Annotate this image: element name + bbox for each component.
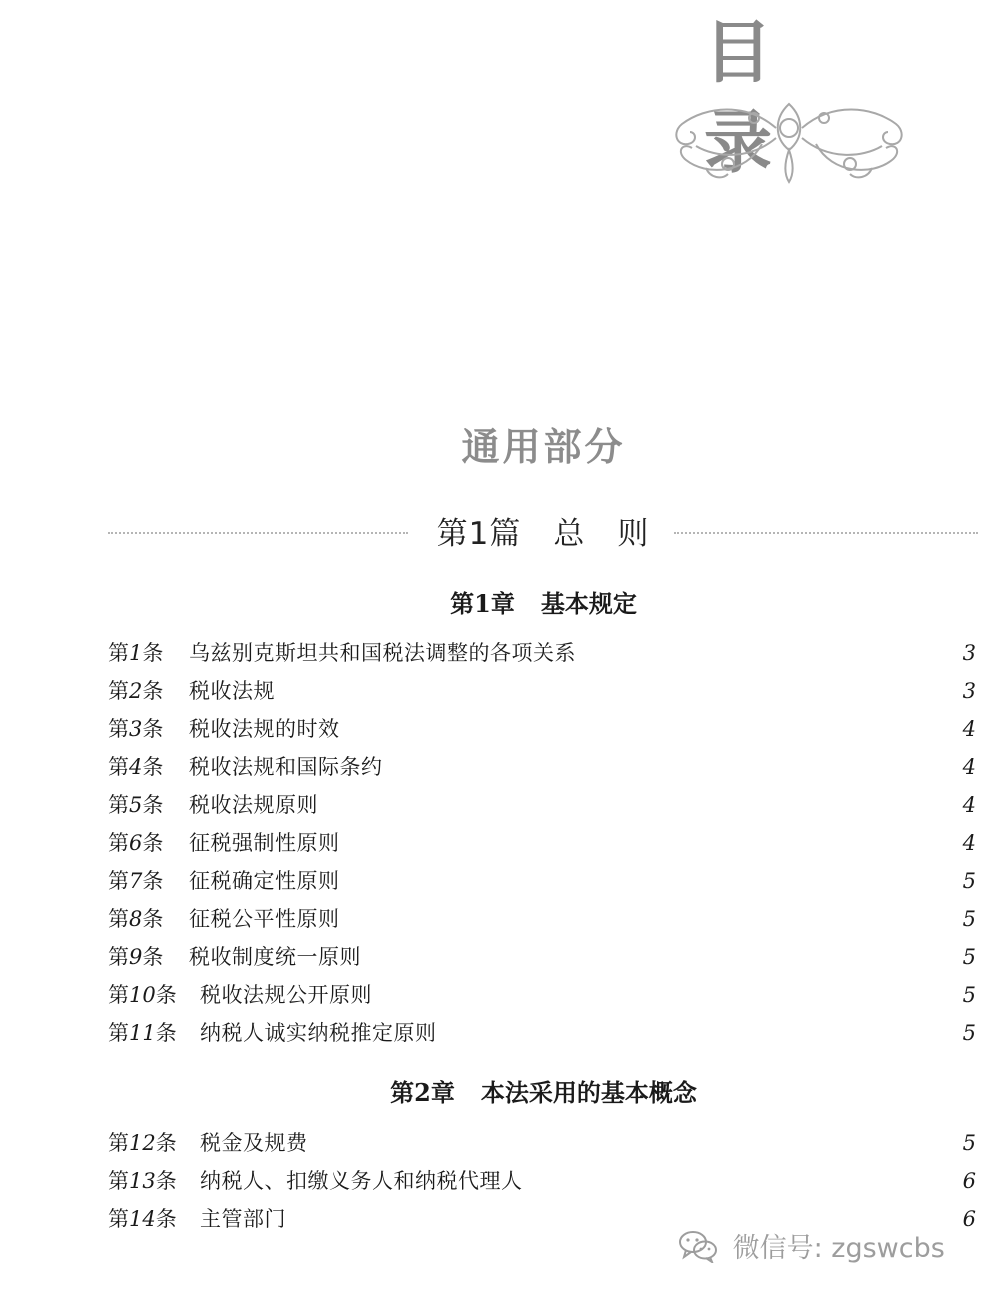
wechat-icon (678, 1229, 718, 1263)
page-number: 5 (962, 869, 976, 893)
article-title: 乌兹别克斯坦共和国税法调整的各项关系 (189, 641, 576, 665)
dotted-divider-left (108, 532, 408, 534)
article-number: 第14条 (108, 1207, 177, 1231)
page-number: 6 (962, 1207, 976, 1231)
article-title: 税收法规原则 (189, 793, 318, 817)
chapter-title: 基本规定 (540, 589, 637, 618)
chapter-label: 第2章 (390, 1078, 455, 1107)
page-title: 目 录 (704, 13, 817, 183)
chapter-label: 第1章 (450, 589, 515, 618)
article-number: 第13条 (108, 1169, 177, 1193)
article-title: 纳税人、扣缴义务人和纳税代理人 (200, 1169, 523, 1193)
page-number: 4 (962, 717, 976, 741)
page-number: 4 (962, 793, 976, 817)
toc-entry[interactable] (108, 712, 976, 746)
dotted-divider-right (674, 532, 978, 534)
page-number: 4 (962, 831, 976, 855)
article-title: 税收法规公开原则 (200, 983, 372, 1007)
toc-entry[interactable] (108, 1164, 976, 1198)
toc-entry[interactable] (108, 826, 976, 860)
article-number: 第12条 (108, 1131, 177, 1155)
ornament-icon (666, 98, 912, 186)
article-title: 征税强制性原则 (189, 831, 340, 855)
toc-heading-block (660, 8, 920, 188)
article-title: 税收法规和国际条约 (189, 755, 383, 779)
article-number: 第11条 (108, 1021, 177, 1045)
toc-entry[interactable] (108, 940, 976, 974)
toc-entry[interactable] (108, 1016, 976, 1050)
page-number: 3 (962, 679, 976, 703)
watermark (678, 1226, 945, 1266)
toc-entry[interactable] (108, 864, 976, 898)
chapter-title: 本法采用的基本概念 (480, 1078, 697, 1107)
article-number: 第6条 (108, 831, 164, 855)
article-number: 第3条 (108, 717, 164, 741)
article-title: 税收法规 (189, 679, 275, 703)
section-title: 第1篇 总 则 (436, 516, 650, 552)
toc-entry[interactable] (108, 1126, 976, 1160)
page-number: 5 (962, 983, 976, 1007)
article-title: 征税公平性原则 (189, 907, 340, 931)
page-number: 5 (962, 1021, 976, 1045)
section-header (108, 506, 978, 556)
toc-entry[interactable] (108, 788, 976, 822)
chapter-heading (0, 584, 1000, 619)
page-number: 5 (962, 945, 976, 969)
toc-entry[interactable] (108, 636, 976, 670)
article-number: 第8条 (108, 907, 164, 931)
page-number: 4 (962, 755, 976, 779)
chapter-heading (0, 1073, 1000, 1108)
page-number: 6 (962, 1169, 976, 1193)
article-number: 第9条 (108, 945, 164, 969)
article-number: 第4条 (108, 755, 164, 779)
article-title: 纳税人诚实纳税推定原则 (200, 1021, 437, 1045)
article-number: 第5条 (108, 793, 164, 817)
article-number: 第10条 (108, 983, 177, 1007)
article-title: 主管部门 (200, 1207, 286, 1231)
article-title: 税金及规费 (200, 1131, 308, 1155)
toc-entry[interactable] (108, 750, 976, 784)
article-title: 征税确定性原则 (189, 869, 340, 893)
article-title: 税收制度统一原则 (189, 945, 361, 969)
page-number: 5 (962, 1131, 976, 1155)
part-title: 通用部分 (461, 424, 626, 469)
toc-entry[interactable] (108, 978, 976, 1012)
page-number: 3 (962, 641, 976, 665)
article-title: 税收法规的时效 (189, 717, 340, 741)
page-number: 5 (962, 907, 976, 931)
toc-entry[interactable] (108, 674, 976, 708)
article-number: 第7条 (108, 869, 164, 893)
article-number: 第2条 (108, 679, 164, 703)
toc-entry[interactable] (108, 902, 976, 936)
watermark-text: 微信号: zgswcbs (732, 1233, 945, 1264)
article-number: 第1条 (108, 641, 164, 665)
